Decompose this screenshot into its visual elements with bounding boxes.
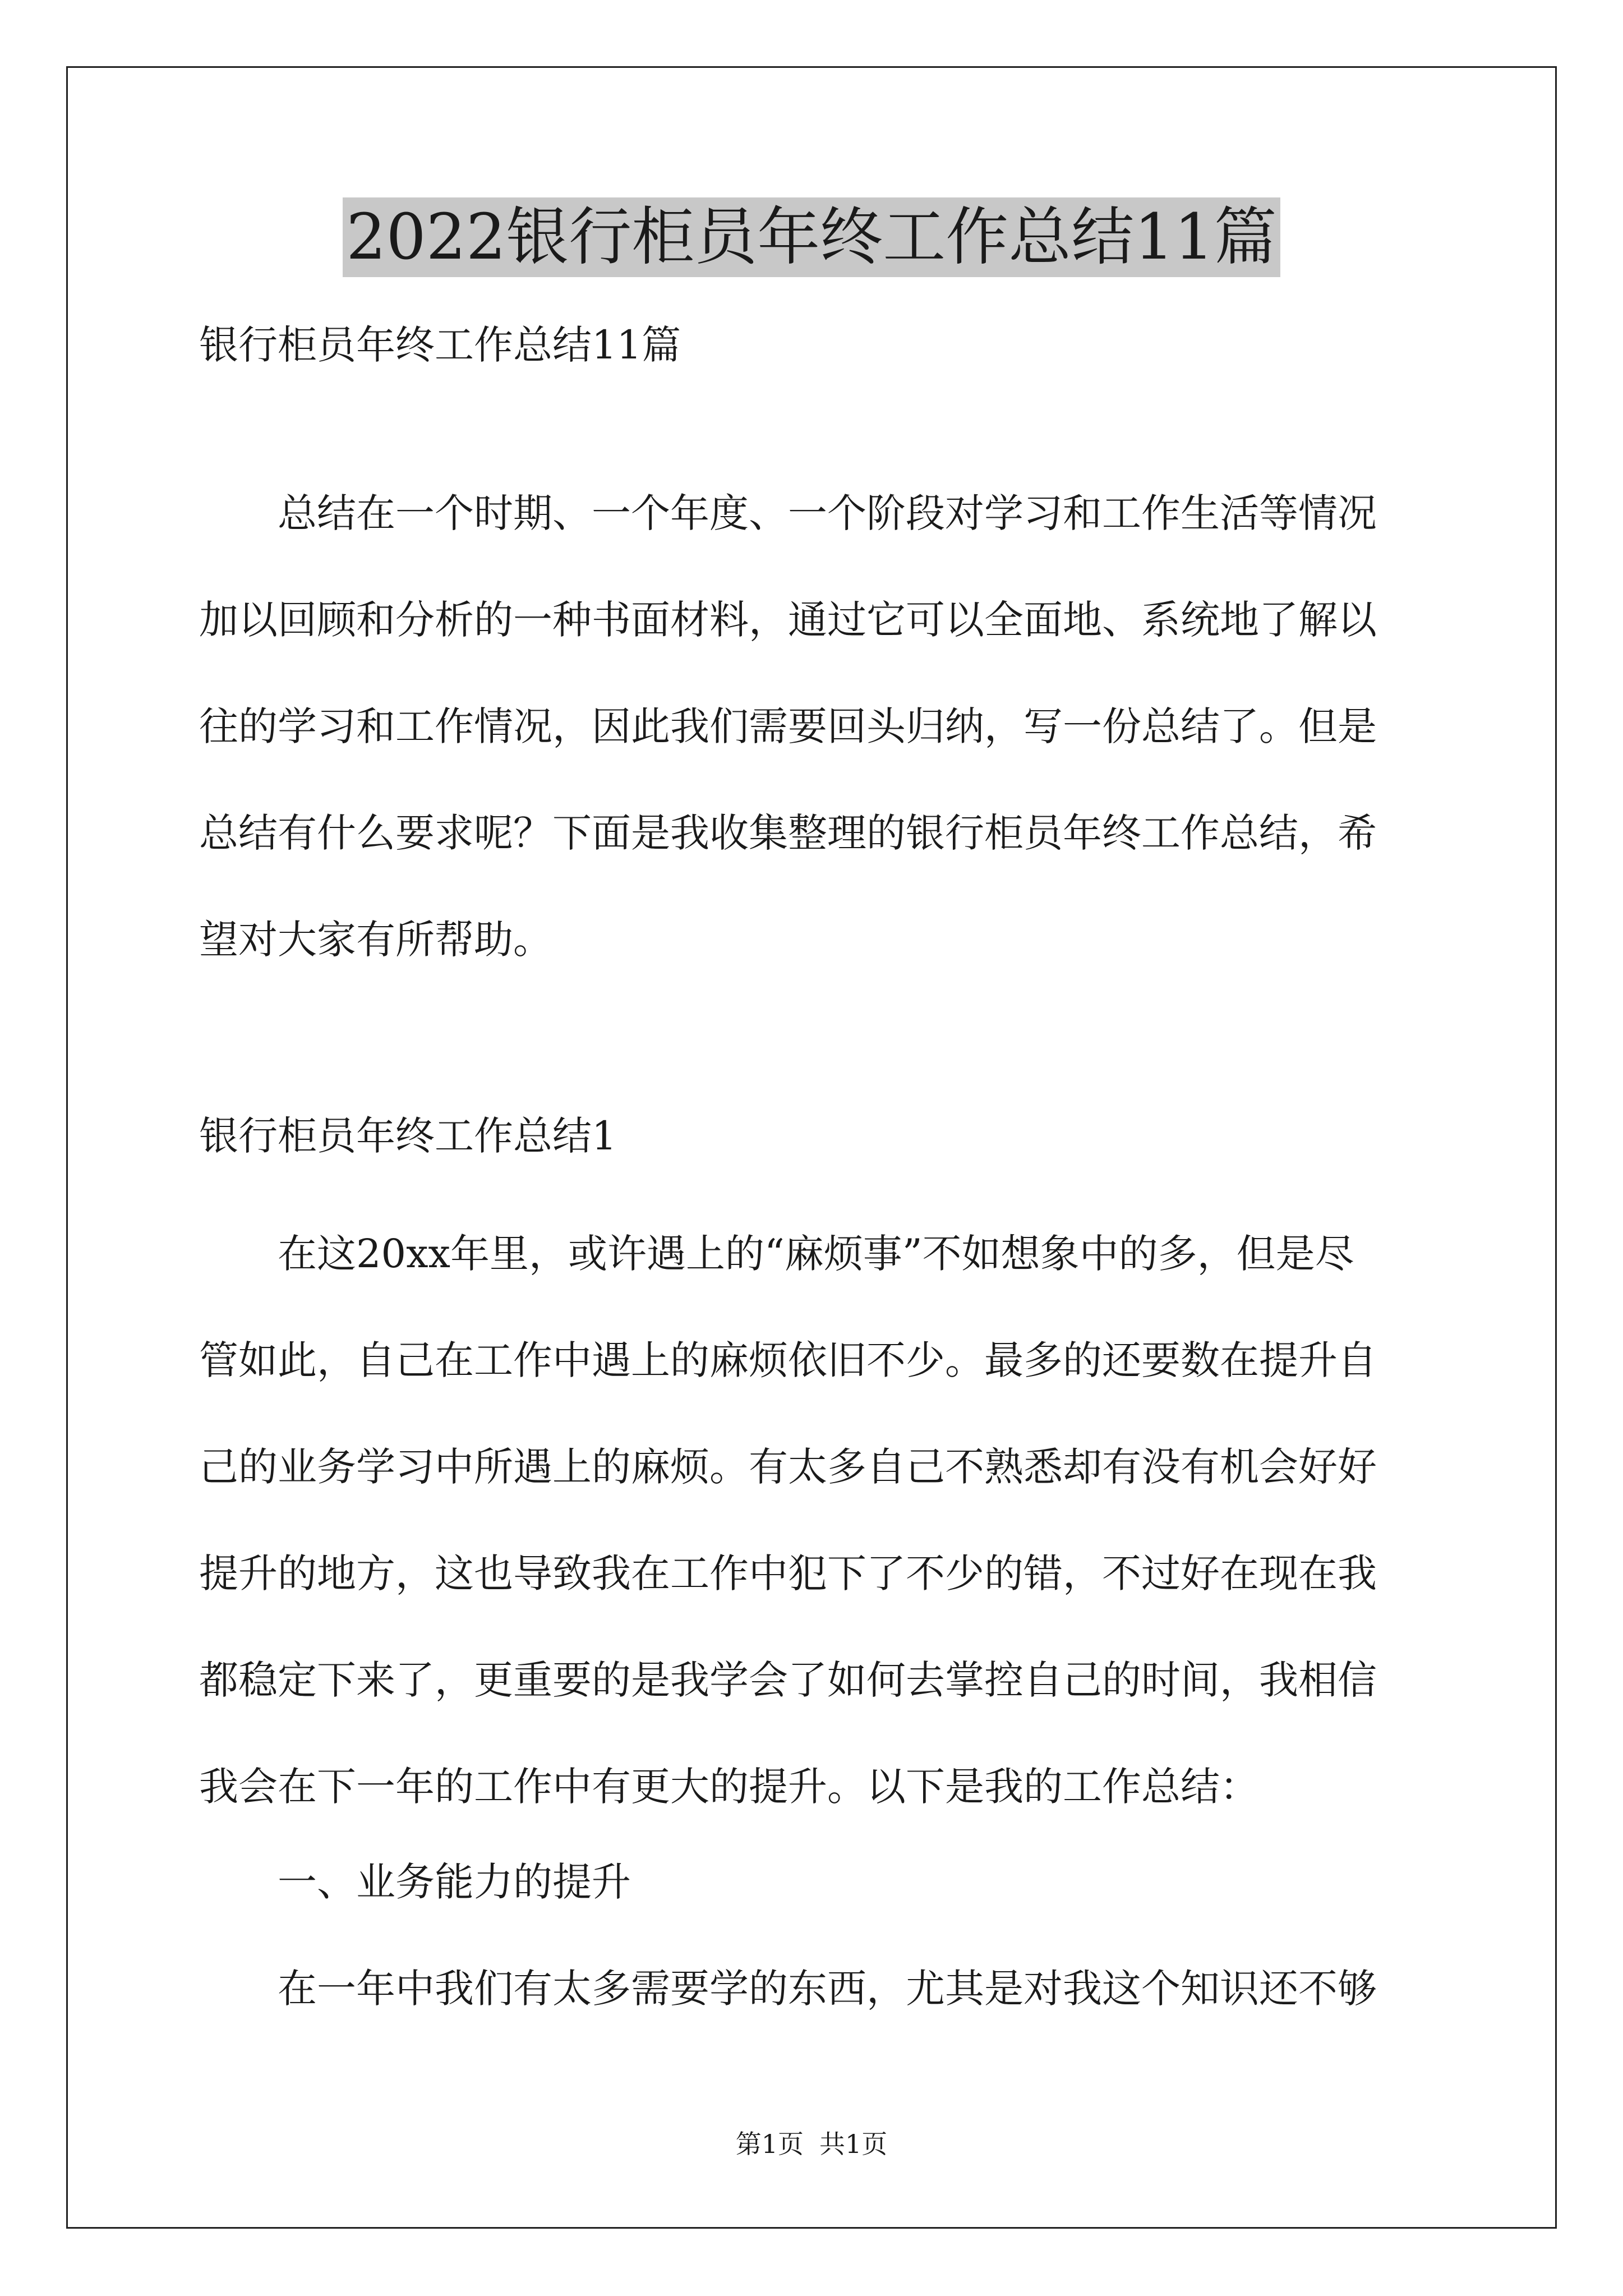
title-container — [0, 197, 1623, 277]
section-title: 银行柜员年终工作总结1 — [199, 1113, 617, 1159]
body-line: 提升的地方，这也导致我在工作中犯下了不少的错，不过好在现在我 — [199, 1550, 1377, 1596]
document-subtitle: 银行柜员年终工作总结11篇 — [199, 322, 681, 368]
body-line: 己的业务学习中所遇上的麻烦。有太多自己不熟悉却有没有机会好好 — [199, 1444, 1377, 1490]
intro-line: 加以回顾和分析的一种书面材料，通过它可以全面地、系统地了解以 — [199, 597, 1377, 643]
intro-line: 往的学习和工作情况，因此我们需要回头归纳，写一份总结了。但是 — [199, 703, 1377, 749]
page-number: 第1页 — [735, 2129, 804, 2159]
body-line: 管如此，自己在工作中遇上的麻烦依旧不少。最多的还要数在提升自 — [199, 1337, 1377, 1383]
second-body-paragraph — [199, 1961, 1433, 2017]
body-line: 都稳定下来了，更重要的是我学会了如何去掌控自己的时间，我相信 — [199, 1657, 1377, 1703]
page-total: 共1页 — [819, 2129, 888, 2159]
subheading-text: 一、业务能力的提升 — [278, 1859, 631, 1905]
body-line: 在这20xx年里，或许遇上的“麻烦事”不如想象中的多，但是尽 — [278, 1231, 1354, 1277]
document-title: 2022银行柜员年终工作总结11篇 — [343, 197, 1280, 277]
intro-line: 总结有什么要求呢？下面是我收集整理的银行柜员年终工作总结，希 — [199, 810, 1377, 856]
page-footer — [0, 2127, 1623, 2161]
section-body-paragraph — [199, 1200, 1433, 1840]
body-line: 我会在下一年的工作中有更大的提升。以下是我的工作总结： — [199, 1764, 1259, 1810]
intro-line: 总结在一个时期、一个年度、一个阶段对学习和工作生活等情况 — [278, 490, 1377, 536]
subheading — [199, 1854, 1433, 1910]
intro-paragraph — [199, 460, 1433, 993]
intro-line: 望对大家有所帮助。 — [199, 917, 552, 963]
body-line: 在一年中我们有太多需要学的东西，尤其是对我这个知识还不够 — [278, 1966, 1377, 2012]
